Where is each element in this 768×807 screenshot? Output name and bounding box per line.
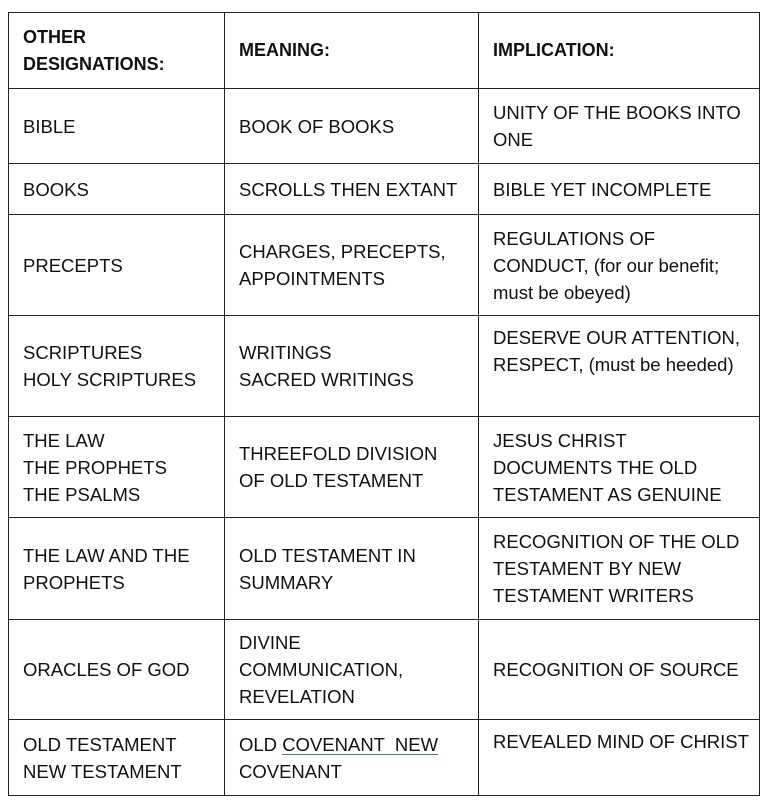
spellcheck-underlined-text: COVENANT NEW bbox=[282, 733, 439, 755]
cell-meaning: SCROLLS THEN EXTANT bbox=[225, 164, 479, 215]
cell-implication: REGULATIONS OF CONDUCT, (for our benefit; must be obeyed) bbox=[479, 215, 760, 316]
cell-meaning: THREEFOLD DIVISION OF OLD TESTAMENT bbox=[225, 417, 479, 518]
cell-meaning bbox=[225, 720, 479, 796]
table-header-row bbox=[9, 13, 760, 89]
cell-implication: RECOGNITION OF SOURCE bbox=[479, 620, 760, 720]
cell-designation: THE LAW AND THE PROPHETS bbox=[9, 518, 225, 620]
header-meaning: MEANING: bbox=[225, 13, 479, 89]
cell-designation: BOOKS bbox=[9, 164, 225, 215]
table-row bbox=[9, 620, 760, 720]
cell-designation: SCRIPTURES HOLY SCRIPTURES bbox=[9, 316, 225, 417]
cell-implication: REVEALED MIND OF CHRIST bbox=[479, 720, 760, 796]
cell-implication: RECOGNITION OF THE OLD TESTAMENT BY NEW TESTAMENT WRITERS bbox=[479, 518, 760, 620]
header-designations: OTHER DESIGNATIONS: bbox=[9, 13, 225, 89]
cell-implication: UNITY OF THE BOOKS INTO ONE bbox=[479, 89, 760, 164]
table-row bbox=[9, 316, 760, 417]
cell-designation: ORACLES OF GOD bbox=[9, 620, 225, 720]
cell-meaning: WRITINGS SACRED WRITINGS bbox=[225, 316, 479, 417]
designations-table bbox=[8, 12, 760, 796]
table-row bbox=[9, 164, 760, 215]
cell-designation: BIBLE bbox=[9, 89, 225, 164]
cell-implication: BIBLE YET INCOMPLETE bbox=[479, 164, 760, 215]
table-row bbox=[9, 89, 760, 164]
cell-designation: OLD TESTAMENT NEW TESTAMENT bbox=[9, 720, 225, 796]
table-row bbox=[9, 215, 760, 316]
cell-implication: JESUS CHRIST DOCUMENTS THE OLD TESTAMENT AS GENUINE bbox=[479, 417, 760, 518]
header-implication: IMPLICATION: bbox=[479, 13, 760, 89]
meaning-suffix: COVENANT bbox=[239, 760, 342, 782]
cell-designation: PRECEPTS bbox=[9, 215, 225, 316]
cell-meaning: OLD TESTAMENT IN SUMMARY bbox=[225, 518, 479, 620]
cell-meaning: BOOK OF BOOKS bbox=[225, 89, 479, 164]
table-row bbox=[9, 417, 760, 518]
cell-implication: DESERVE OUR ATTENTION, RESPECT, (must be heeded) bbox=[479, 316, 760, 417]
cell-meaning: CHARGES, PRECEPTS, APPOINTMENTS bbox=[225, 215, 479, 316]
table-row bbox=[9, 518, 760, 620]
meaning-prefix: OLD bbox=[239, 733, 283, 755]
cell-designation: THE LAW THE PROPHETS THE PSALMS bbox=[9, 417, 225, 518]
table-row bbox=[9, 720, 760, 796]
cell-meaning: DIVINE COMMUNICATION, REVELATION bbox=[225, 620, 479, 720]
